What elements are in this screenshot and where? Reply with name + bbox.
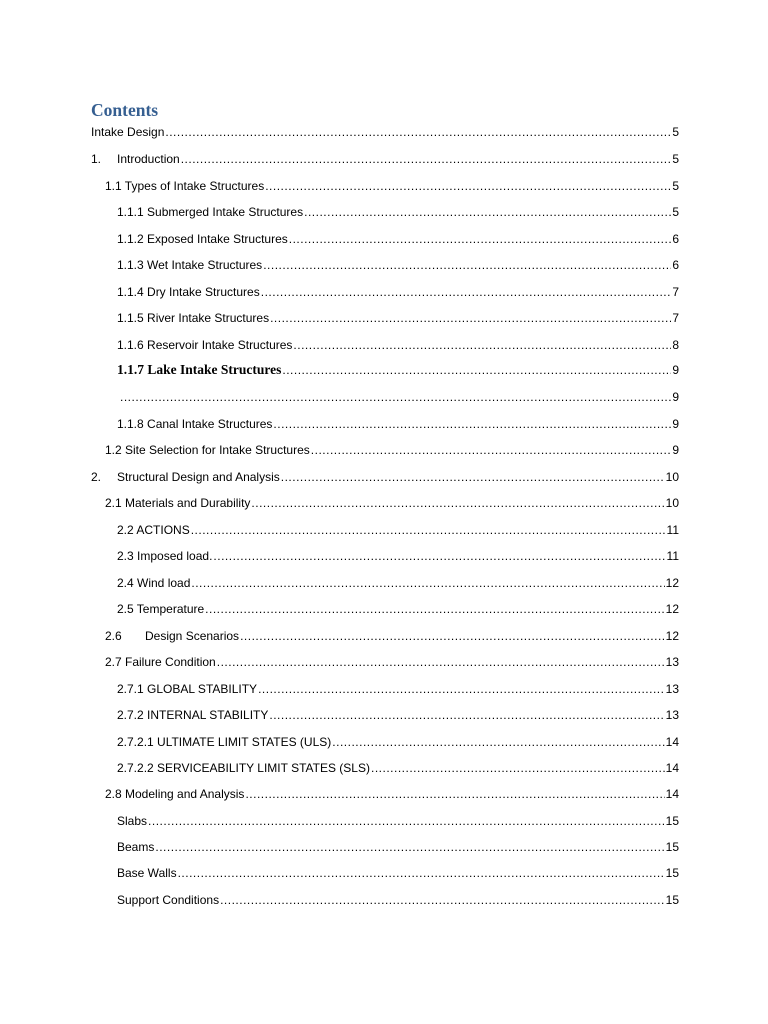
toc-entry-2-7-2[interactable] [117, 707, 679, 723]
toc-entry-label: 2.1 Materials and Durability [105, 496, 251, 510]
toc-entry-label: 2.2 ACTIONS [117, 523, 190, 537]
toc-entry-label: 1.1.3 Wet Intake Structures [117, 258, 263, 272]
toc-page-number: 9 [672, 417, 679, 431]
dot-leader [191, 522, 666, 538]
toc-page-number: 10 [665, 470, 679, 484]
toc-entry-label: 2.7 Failure Condition [105, 655, 216, 669]
toc-entry-2-1[interactable] [105, 495, 679, 511]
toc-page-number: 5 [672, 179, 679, 193]
dot-leader [304, 204, 671, 220]
toc-page-number: 10 [665, 496, 679, 510]
toc-page-number: 14 [665, 735, 679, 749]
toc-entry-label: 1.1.5 River Intake Structures [117, 311, 270, 325]
dot-leader [251, 495, 664, 511]
toc-entry-label: Slabs [117, 814, 148, 828]
dot-leader [245, 786, 664, 802]
toc-entry-1-2[interactable] [105, 442, 679, 458]
toc-entry-2-7-1[interactable] [117, 681, 679, 697]
toc-page-number: 12 [665, 629, 679, 643]
toc-entry-1-1-4[interactable] [117, 284, 679, 300]
dot-leader [178, 865, 665, 881]
toc-page-number: 13 [665, 682, 679, 696]
dot-leader [120, 389, 671, 405]
toc-entry-beams[interactable] [117, 839, 679, 855]
toc-page-number: 15 [665, 840, 679, 854]
toc-entry-label: 1.1 Types of Intake Structures [105, 179, 265, 193]
dot-leader [213, 548, 665, 564]
dot-leader [240, 628, 665, 644]
toc-entry-2-8[interactable] [105, 786, 679, 802]
toc-title: Contents [91, 100, 159, 120]
toc-page-number: 11 [666, 549, 679, 563]
dot-leader [269, 707, 664, 723]
toc-entry-2-3[interactable] [117, 548, 679, 564]
toc-entry-2-7-2-2[interactable] [117, 760, 679, 776]
dot-leader [261, 284, 672, 300]
dot-leader [220, 892, 665, 908]
toc-entry-2-4[interactable] [117, 575, 679, 591]
toc-page-number: 15 [665, 893, 679, 907]
toc-page-number: 9 [672, 363, 679, 377]
toc-page-number: 9 [672, 390, 679, 404]
toc-entry-label: Intake Design [91, 125, 165, 139]
toc-entry-label: 1.1.7 Lake Intake Structures [117, 362, 282, 377]
dot-leader [311, 442, 672, 458]
toc-entry-2-2[interactable] [117, 522, 679, 538]
toc-page-number: 15 [665, 814, 679, 828]
toc-entry-empty[interactable] [119, 389, 679, 405]
toc-entry-label: Support Conditions [117, 893, 220, 907]
toc-page-number: 5 [672, 205, 679, 219]
toc-entry-2[interactable] [91, 469, 679, 485]
dot-leader [217, 654, 665, 670]
toc-entry-label: 1.1.2 Exposed Intake Structures [117, 232, 288, 246]
toc-entry-label: 2.3 Imposed load. [117, 549, 213, 563]
dot-leader [293, 337, 671, 353]
dot-leader [165, 124, 671, 140]
toc-entry-label: Base Walls [117, 866, 177, 880]
dot-leader [371, 760, 665, 776]
toc-page-number: 14 [665, 761, 679, 775]
toc-page-number: 14 [665, 787, 679, 801]
toc-entry-label: 1.2 Site Selection for Intake Structures [105, 443, 310, 457]
toc-entry-label: Introduction [117, 152, 180, 166]
toc-page-number: 9 [672, 443, 679, 457]
dot-leader [191, 575, 664, 591]
toc-page-number: 12 [665, 576, 679, 590]
toc-entry-intake-design[interactable] [91, 124, 679, 140]
dot-leader [332, 734, 664, 750]
toc-entry-1-1-8[interactable] [117, 416, 679, 432]
toc-entry-introduction[interactable] [91, 151, 679, 167]
toc-page-number: 7 [672, 285, 679, 299]
dot-leader [282, 362, 671, 378]
toc-entry-label: Beams [117, 840, 155, 854]
toc-entry-number: 1. [91, 152, 102, 166]
toc-entry-1-1-2[interactable] [117, 231, 679, 247]
toc-entry-2-7-2-1[interactable] [117, 734, 679, 750]
toc-entry-2-7[interactable] [105, 654, 679, 670]
toc-entry-label: 1.1.8 Canal Intake Structures [117, 417, 273, 431]
toc-entry-label: 2.7.2 INTERNAL STABILITY [117, 708, 269, 722]
toc-entry-2-5[interactable] [117, 601, 679, 617]
toc-page-number: 5 [672, 125, 679, 139]
toc-entry-label: 2.7.2.1 ULTIMATE LIMIT STATES (ULS) [117, 735, 332, 749]
toc-entry-label: Structural Design and Analysis [117, 470, 280, 484]
dot-leader [273, 416, 671, 432]
dot-leader [289, 231, 672, 247]
dot-leader [265, 178, 671, 194]
toc-entry-1-1-5[interactable] [117, 310, 679, 326]
toc-page-number: 15 [665, 866, 679, 880]
dot-leader [155, 839, 664, 855]
toc-entry-label: 2.7.1 GLOBAL STABILITY [117, 682, 258, 696]
toc-entry-1-1-6[interactable] [117, 337, 679, 353]
toc-page-number: 6 [672, 258, 679, 272]
toc-entry-support-conditions[interactable] [117, 892, 679, 908]
dot-leader [263, 257, 671, 273]
toc-entry-label: 1.1.1 Submerged Intake Structures [117, 205, 304, 219]
toc-page-number: 6 [672, 232, 679, 246]
dot-leader [181, 151, 672, 167]
toc-page-number: 8 [672, 338, 679, 352]
dot-leader [270, 310, 671, 326]
dot-leader [258, 681, 665, 697]
toc-entry-label: 2.7.2.2 SERVICEABILITY LIMIT STATES (SLS) [117, 761, 370, 775]
toc-entry-number: 2.6 [105, 629, 122, 643]
toc-entry-label: Design Scenarios [145, 629, 240, 643]
toc-entry-1-1-1[interactable] [117, 204, 679, 220]
toc-page-number: 13 [665, 655, 679, 669]
toc-entry-label: 2.8 Modeling and Analysis [105, 787, 245, 801]
toc-entry-1-1-3[interactable] [117, 257, 679, 273]
toc-page-number: 12 [665, 602, 679, 616]
dot-leader [148, 813, 665, 829]
toc-entry-1-1[interactable] [105, 178, 679, 194]
dot-leader [205, 601, 664, 617]
toc-entry-2-6[interactable] [105, 628, 679, 644]
toc-page-number: 11 [666, 523, 679, 537]
toc-entry-label: 1.1.4 Dry Intake Structures [117, 285, 260, 299]
dot-leader [281, 469, 665, 485]
toc-entry-label: 2.5 Temperature [117, 602, 205, 616]
toc-page-number: 7 [672, 311, 679, 325]
toc-entry-label: 1.1.6 Reservoir Intake Structures [117, 338, 293, 352]
toc-entry-label: 2.4 Wind load [117, 576, 191, 590]
toc-entry-base-walls[interactable] [117, 865, 679, 881]
toc-page-number: 13 [665, 708, 679, 722]
toc-entry-number: 2. [91, 470, 102, 484]
toc-entry-slabs[interactable] [117, 813, 679, 829]
toc-entry-1-1-7[interactable] [117, 362, 679, 378]
toc-page-number: 5 [672, 152, 679, 166]
